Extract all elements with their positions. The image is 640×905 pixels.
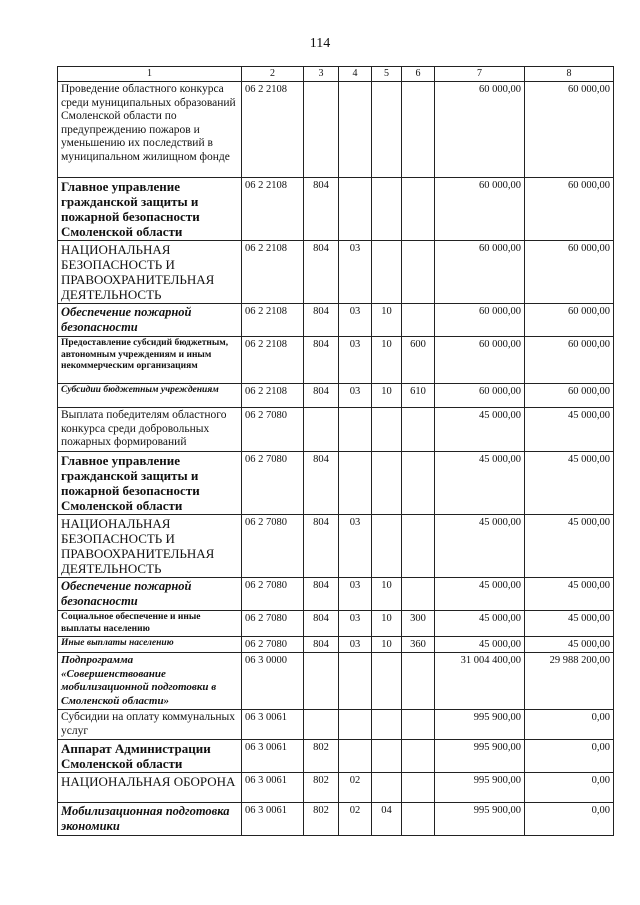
row-col5: 10: [372, 304, 402, 337]
row-col3: 804: [304, 578, 339, 611]
row-amount-7: 45 000,00: [435, 515, 525, 578]
row-amount-8: 60 000,00: [525, 384, 614, 408]
row-col5: [372, 82, 402, 178]
row-name: Выплата победителям областного конкурса среди добровольных пожарных формирований: [58, 408, 242, 452]
row-code: 06 2 2108: [242, 82, 304, 178]
table-row: [58, 803, 614, 836]
row-amount-7: 995 900,00: [435, 710, 525, 740]
row-col5: 10: [372, 384, 402, 408]
row-amount-8: 60 000,00: [525, 304, 614, 337]
column-header: 1: [58, 67, 242, 82]
row-col4: 03: [339, 637, 372, 653]
column-header: 8: [525, 67, 614, 82]
row-col5: [372, 773, 402, 803]
row-amount-7: 60 000,00: [435, 337, 525, 384]
row-code: 06 2 2108: [242, 241, 304, 304]
row-name: Предоставление субсидий бюджетным, автономным учреждениям и иным некоммерческим организациям: [58, 337, 242, 384]
table-row: [58, 241, 614, 304]
row-name: Мобилизационная подготовка экономики: [58, 803, 242, 836]
row-amount-8: 60 000,00: [525, 241, 614, 304]
table-row: [58, 710, 614, 740]
budget-table: [57, 66, 614, 836]
row-name: НАЦИОНАЛЬНАЯ ОБОРОНА: [58, 773, 242, 803]
row-col5: [372, 515, 402, 578]
row-amount-8: 45 000,00: [525, 611, 614, 637]
row-amount-8: 0,00: [525, 773, 614, 803]
row-col5: 04: [372, 803, 402, 836]
row-col6: [402, 773, 435, 803]
row-name: Субсидии на оплату коммунальных услуг: [58, 710, 242, 740]
row-col6: [402, 241, 435, 304]
row-col3: 804: [304, 452, 339, 515]
row-amount-8: 60 000,00: [525, 178, 614, 241]
row-code: 06 2 7080: [242, 515, 304, 578]
row-amount-7: 995 900,00: [435, 740, 525, 773]
row-code: 06 3 0061: [242, 773, 304, 803]
row-name: Главное управление гражданской защиты и пожарной безопасности Смоленской области: [58, 452, 242, 515]
row-col4: 03: [339, 337, 372, 384]
row-col4: 03: [339, 515, 372, 578]
row-col5: [372, 653, 402, 710]
row-col5: [372, 241, 402, 304]
row-amount-8: 0,00: [525, 803, 614, 836]
page-number: 114: [309, 36, 331, 51]
row-col6: [402, 452, 435, 515]
table-row: [58, 637, 614, 653]
row-col4: 03: [339, 384, 372, 408]
row-col6: [402, 803, 435, 836]
row-code: 06 2 7080: [242, 637, 304, 653]
row-code: 06 3 0061: [242, 803, 304, 836]
row-col5: [372, 452, 402, 515]
row-amount-7: 45 000,00: [435, 452, 525, 515]
row-col3: 804: [304, 637, 339, 653]
row-code: 06 2 2108: [242, 178, 304, 241]
column-header: 3: [304, 67, 339, 82]
row-amount-8: 45 000,00: [525, 637, 614, 653]
row-col6: [402, 740, 435, 773]
row-amount-8: 60 000,00: [525, 337, 614, 384]
table-row: [58, 82, 614, 178]
row-name: Подпрограмма «Совершенствование мобилизационной подготовки в Смоленской области»: [58, 653, 242, 710]
row-name: НАЦИОНАЛЬНАЯ БЕЗОПАСНОСТЬ И ПРАВООХРАНИТЕЛЬНАЯ ДЕЯТЕЛЬНОСТЬ: [58, 241, 242, 304]
table-row: [58, 384, 614, 408]
row-amount-8: 0,00: [525, 710, 614, 740]
row-col4: 02: [339, 773, 372, 803]
row-amount-7: 31 004 400,00: [435, 653, 525, 710]
row-name: Главное управление гражданской защиты и пожарной безопасности Смоленской области: [58, 178, 242, 241]
row-col3: [304, 82, 339, 178]
table-row: [58, 452, 614, 515]
table-row: [58, 337, 614, 384]
row-col4: [339, 740, 372, 773]
row-col6: 360: [402, 637, 435, 653]
row-code: 06 3 0061: [242, 710, 304, 740]
row-col4: [339, 178, 372, 241]
row-col6: [402, 82, 435, 178]
row-col3: 802: [304, 773, 339, 803]
row-col6: 610: [402, 384, 435, 408]
row-col6: [402, 710, 435, 740]
row-col4: [339, 653, 372, 710]
row-col4: [339, 452, 372, 515]
table-row: [58, 578, 614, 611]
row-code: 06 3 0061: [242, 740, 304, 773]
row-col3: 804: [304, 611, 339, 637]
row-col6: [402, 515, 435, 578]
row-col6: [402, 408, 435, 452]
row-amount-8: 45 000,00: [525, 408, 614, 452]
row-col5: [372, 740, 402, 773]
row-col3: 804: [304, 337, 339, 384]
row-col3: [304, 710, 339, 740]
row-col3: 804: [304, 178, 339, 241]
row-amount-8: 45 000,00: [525, 578, 614, 611]
row-code: 06 3 0000: [242, 653, 304, 710]
row-amount-7: 60 000,00: [435, 178, 525, 241]
row-amount-7: 45 000,00: [435, 578, 525, 611]
table-row: [58, 408, 614, 452]
row-amount-7: 45 000,00: [435, 408, 525, 452]
row-col3: 802: [304, 803, 339, 836]
row-col6: 600: [402, 337, 435, 384]
row-code: 06 2 7080: [242, 611, 304, 637]
column-header: 6: [402, 67, 435, 82]
row-col3: 804: [304, 304, 339, 337]
table-row: [58, 653, 614, 710]
row-code: 06 2 7080: [242, 578, 304, 611]
row-amount-7: 45 000,00: [435, 611, 525, 637]
row-amount-7: 60 000,00: [435, 82, 525, 178]
table-row: [58, 304, 614, 337]
row-code: 06 2 2108: [242, 337, 304, 384]
row-amount-7: 60 000,00: [435, 384, 525, 408]
row-col3: 804: [304, 241, 339, 304]
row-col3: 804: [304, 384, 339, 408]
row-col4: 03: [339, 304, 372, 337]
row-amount-7: 60 000,00: [435, 304, 525, 337]
row-name: Субсидии бюджетным учреждениям: [58, 384, 242, 408]
row-amount-8: 29 988 200,00: [525, 653, 614, 710]
row-code: 06 2 2108: [242, 384, 304, 408]
row-name: Иные выплаты населению: [58, 637, 242, 653]
row-amount-8: 45 000,00: [525, 515, 614, 578]
row-name: Обеспечение пожарной безопасности: [58, 578, 242, 611]
row-col5: 10: [372, 578, 402, 611]
row-col6: [402, 304, 435, 337]
row-name: Обеспечение пожарной безопасности: [58, 304, 242, 337]
row-code: 06 2 2108: [242, 304, 304, 337]
row-col5: 10: [372, 337, 402, 384]
row-amount-8: 0,00: [525, 740, 614, 773]
row-code: 06 2 7080: [242, 408, 304, 452]
row-col4: [339, 710, 372, 740]
row-amount-8: 45 000,00: [525, 452, 614, 515]
row-amount-7: 45 000,00: [435, 637, 525, 653]
row-name: Проведение областного конкурса среди муниципальных образований Смоленской области по предупреждению пожаров и уменьшению их последствий в муниципальном жилищном фонде: [58, 82, 242, 178]
row-col5: [372, 178, 402, 241]
table-row: [58, 611, 614, 637]
row-code: 06 2 7080: [242, 452, 304, 515]
row-name: Аппарат Администрации Смоленской области: [58, 740, 242, 773]
row-col3: 802: [304, 740, 339, 773]
row-col4: 03: [339, 611, 372, 637]
header-row: [58, 67, 614, 82]
table-row: [58, 740, 614, 773]
column-header: 4: [339, 67, 372, 82]
row-col5: 10: [372, 637, 402, 653]
row-col5: 10: [372, 611, 402, 637]
row-name: НАЦИОНАЛЬНАЯ БЕЗОПАСНОСТЬ И ПРАВООХРАНИТЕЛЬНАЯ ДЕЯТЕЛЬНОСТЬ: [58, 515, 242, 578]
table-row: [58, 773, 614, 803]
row-name: Социальное обеспечение и иные выплаты населению: [58, 611, 242, 637]
row-amount-7: 60 000,00: [435, 241, 525, 304]
table-row: [58, 178, 614, 241]
row-col3: [304, 653, 339, 710]
row-col6: [402, 178, 435, 241]
row-col6: [402, 578, 435, 611]
row-col6: 300: [402, 611, 435, 637]
row-col5: [372, 408, 402, 452]
row-col3: [304, 408, 339, 452]
row-amount-7: 995 900,00: [435, 773, 525, 803]
table-row: [58, 515, 614, 578]
row-col4: [339, 82, 372, 178]
row-col4: 02: [339, 803, 372, 836]
row-col4: 03: [339, 578, 372, 611]
column-header: 2: [242, 67, 304, 82]
row-amount-8: 60 000,00: [525, 82, 614, 178]
row-amount-7: 995 900,00: [435, 803, 525, 836]
column-header: 7: [435, 67, 525, 82]
row-col5: [372, 710, 402, 740]
column-header: 5: [372, 67, 402, 82]
row-col6: [402, 653, 435, 710]
row-col3: 804: [304, 515, 339, 578]
row-col4: [339, 408, 372, 452]
row-col4: 03: [339, 241, 372, 304]
